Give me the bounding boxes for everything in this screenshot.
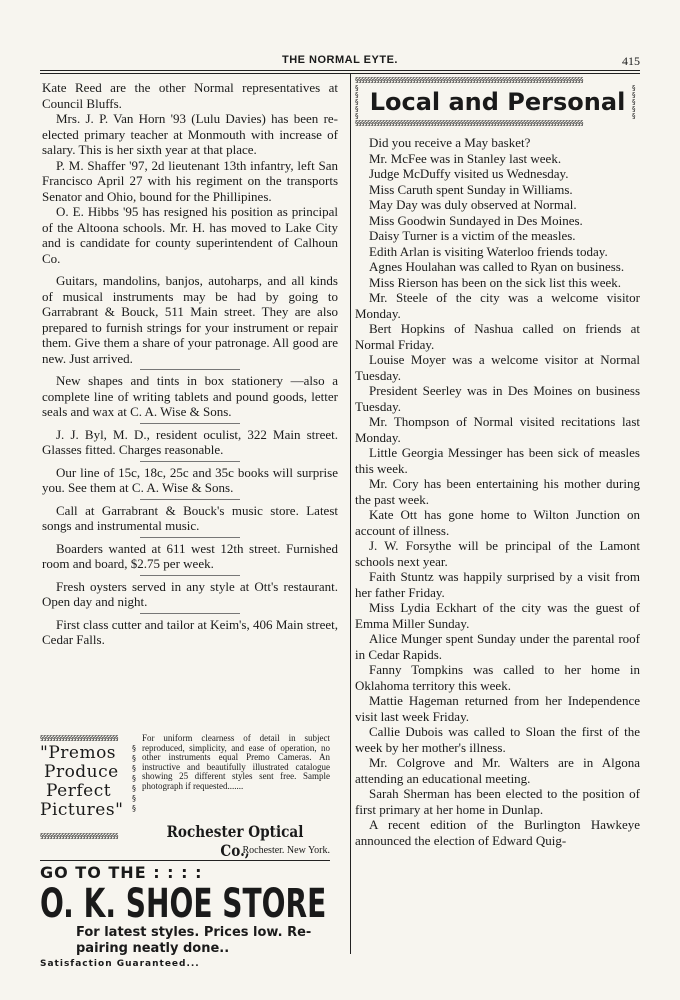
news-item: Alice Munger spent Sunday under the parental roof in Cedar Rapids. xyxy=(355,631,640,662)
paragraph: O. E. Hibbs '95 has resigned his position as principal of the Altoona schools. Mr. H. has moved to Lake City and is candidate for county superintendent of Calhoun Co. xyxy=(42,204,338,266)
ornament-side-icon: § § § § § xyxy=(632,84,636,120)
paragraph: P. M. Shaffer '97, 2d lieutenant 13th infantry, left San Francisco April 27 with his regiment on the transports Senator and Ohio, bound for the Phillipines. xyxy=(42,157,338,204)
news-item: Mr. McFee was in Stanley last week. xyxy=(369,150,562,166)
news-item: Mr. Cory has been entertaining his mother during the past week. xyxy=(355,476,640,507)
styles-line: For latest styles. Prices low. Re- xyxy=(76,925,312,940)
premo-description: For uniform clearness of detail in subject reproduced, simplicity, and ease of operation, no other instruments equal Premo Cameras. An instructive and beautifully illustrated catalogue showing 25 different styles sent free. Sample photograph if requested....... xyxy=(142,733,330,791)
separator xyxy=(140,461,240,462)
paragraph: Our line of 15c, 18c, 25c and 35c books will surprise you. See them at C. A. Wise & Sons. xyxy=(42,464,338,495)
separator xyxy=(140,613,240,614)
section-heading: Local and Personal xyxy=(369,88,626,116)
news-item: Miss Rierson has been on the sick list this week. xyxy=(369,274,622,290)
ad-rule xyxy=(40,860,330,861)
news-item: Did you receive a May basket? xyxy=(369,135,531,150)
slogan-word: Pictures" xyxy=(40,800,124,820)
local-personal-banner xyxy=(355,76,640,132)
goto-line: GO TO THE : : : : xyxy=(40,863,203,882)
page-header xyxy=(40,54,640,68)
paragraph: J. J. Byl, M. D., resident oculist, 322 Main street. Glasses fitted. Charges reasonable. xyxy=(42,426,338,457)
slogan-word: "Premos xyxy=(40,743,117,763)
news-item: Bert Hopkins of Nashua called on friends at Normal Friday. xyxy=(355,321,640,352)
news-item: Miss Caruth spent Sunday in Williams. xyxy=(369,181,573,197)
news-item: Judge McDuffy visited us Wednesday. xyxy=(369,166,569,181)
news-item: Daisy Turner is a victim of the measles. xyxy=(369,228,576,243)
paragraph: Mrs. J. P. Van Horn '93 (Lulu Davies) has been re-elected primary teacher at Monmouth with increase of salary. This is her sixth year at that place. xyxy=(42,111,338,157)
paragraph: Call at Garrabrant & Bouck's music store. Latest songs and instrumental music. xyxy=(42,502,338,533)
paragraph: First class cutter and tailor at Keim's, 406 Main street, Cedar Falls. xyxy=(42,616,338,647)
paragraph: Kate Reed are the other Normal representatives at Council Bluffs. xyxy=(42,80,338,111)
news-item: Mr. Thompson of Normal visited recitations last Monday. xyxy=(355,414,640,445)
shoe-store-ad xyxy=(40,863,340,969)
slogan-word: Produce xyxy=(44,762,119,782)
paragraph: Fresh oysters served in any style at Ott's restaurant. Open day and night. xyxy=(42,578,338,609)
ornament-swirl-icon: § § § § § § § xyxy=(132,744,136,813)
news-item: President Seerley was in Des Moines on business Tuesday. xyxy=(355,383,640,414)
separator xyxy=(140,575,240,576)
news-item: Mattie Hageman returned from her Independence visit last week Friday. xyxy=(355,693,640,724)
news-item: Louise Moyer was a welcome visitor at Normal Tuesday. xyxy=(355,352,640,383)
premo-camera-ad xyxy=(40,734,330,859)
repair-line: pairing neatly done.. xyxy=(76,941,230,956)
separator xyxy=(140,499,240,500)
company-name: Rochester Optical Co., xyxy=(166,822,304,860)
news-item: Agnes Houlahan was called to Ryan on business. xyxy=(369,259,625,274)
journal-title: THE NORMAL EYTE. xyxy=(282,54,398,66)
premo-slogan xyxy=(40,744,140,820)
news-item: Little Georgia Messinger has been sick of measles this week. xyxy=(355,445,640,476)
separator xyxy=(140,423,240,424)
ornament-border: §§§§§§§§§§§§§§§§§§§§§§§§§§ xyxy=(40,832,118,840)
news-item: Callie Dubois was called to Sloan the first of the week by her mother's illness. xyxy=(355,724,640,755)
news-item: A recent edition of the Burlington Hawkeye announced the election of Edward Quig- xyxy=(355,817,640,848)
news-item: Miss Goodwin Sundayed in Des Moines. xyxy=(369,212,583,228)
store-name: O. K. SHOE STORE xyxy=(40,881,327,927)
column-divider xyxy=(350,74,351,954)
separator xyxy=(140,537,240,538)
ornament-border: §§§§§§§§§§§§§§§§§§§§§§§§§§§§§§§§§§§§§§§§§§§§§§§§§§§§§§§§§§§§§§§§§§§§§§§§§§§§ xyxy=(355,76,583,84)
news-item: Edith Arlan is visiting Waterloo friends today. xyxy=(369,243,608,259)
satisfaction-line: Satisfaction Guaranteed... xyxy=(40,959,200,969)
ornament-border: §§§§§§§§§§§§§§§§§§§§§§§§§§ xyxy=(40,734,118,742)
header-rule xyxy=(40,70,640,71)
separator xyxy=(140,369,240,370)
header-rule-double xyxy=(40,73,640,74)
right-column xyxy=(355,135,640,848)
ornament-border: §§§§§§§§§§§§§§§§§§§§§§§§§§§§§§§§§§§§§§§§§§§§§§§§§§§§§§§§§§§§§§§§§§§§§§§§§§§§ xyxy=(355,119,583,127)
paragraph: Guitars, mandolins, banjos, autoharps, and all kinds of musical instruments may be had by going to Garrabrant & Bouck, 511 Main street. They are also prepared to furnish strings for your instrument or repair them. Give them a share of your patronage. All good are new. Just arrived. xyxy=(42,273,338,366)
news-item: Faith Stuntz was happily surprised by a visit from her father Friday. xyxy=(355,569,640,600)
slogan-word: Perfect xyxy=(46,781,112,801)
news-item: Mr. Steele of the city was a welcome visitor Monday. xyxy=(355,290,640,321)
ornament-side-icon: § § § § § xyxy=(355,84,359,120)
news-item: May Day was duly observed at Normal. xyxy=(369,197,577,212)
paragraph: Boarders wanted at 611 west 12th street. Furnished room and board, $2.75 per week. xyxy=(42,540,338,571)
page-number: 415 xyxy=(622,54,640,68)
news-item: Fanny Tompkins was called to her home in Oklahoma territory this week. xyxy=(355,662,640,693)
left-column xyxy=(42,80,338,648)
company-location: Rochester. New York. xyxy=(242,845,330,856)
paragraph: New shapes and tints in box stationery —also a complete line of writing tablets and pound goods, letter seals and wax at C. A. Wise & Sons. xyxy=(42,373,338,419)
news-item: Miss Lydia Eckhart of the city was the guest of Emma Miller Sunday. xyxy=(355,600,640,631)
news-item: Mr. Colgrove and Mr. Walters are in Algona attending an educational meeting. xyxy=(355,755,640,786)
news-item: Sarah Sherman has been elected to the position of first primary at her home in Dunlap. xyxy=(355,786,640,817)
news-item: Kate Ott has gone home to Wilton Junction on account of illness. xyxy=(355,507,640,538)
news-item: J. W. Forsythe will be principal of the Lamont schools next year. xyxy=(355,538,640,569)
